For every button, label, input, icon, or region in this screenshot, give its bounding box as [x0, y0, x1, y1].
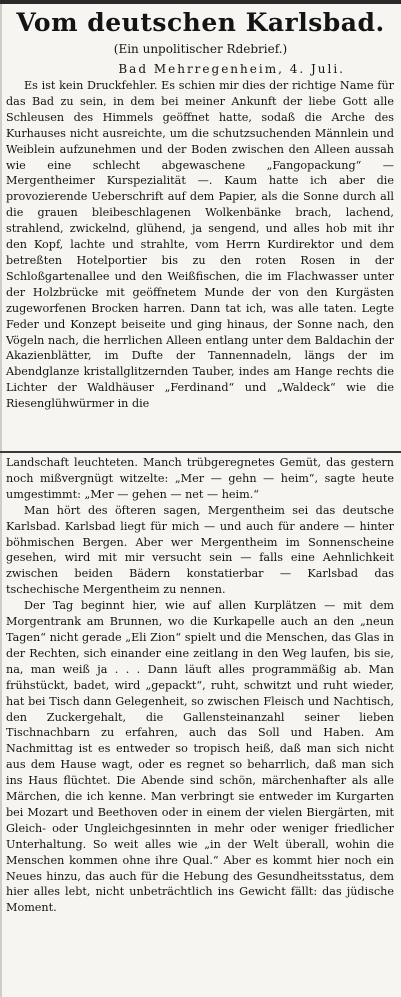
column-border [0, 4, 2, 997]
article-body-upper [6, 78, 394, 412]
paragraph: Es ist kein Druckfehler. Es schien mir dies der richtige Name für das Bad zu sein, in dem bei meiner Ankunft der liebe Gott alle Schleusen des Himmels geöffnet hatte, sodaß die Arche des Kurhauses nicht ausreichte, um die schutzsuchenden Männlein und Weiblein aufzunehmen und der Boden zwischen den Alleen aussah wie eine schlecht abgewaschene „Fangopackung“ — Mergentheimer Kurspezialität —. Kaum hatte ich aber die provozierende Ueberschrift auf dem Papier, als die Sonne durch all die grauen bleibeschlagenen Wolkenbänke brach, lachend, strahlend, zwickelnd, glühend, ja sengend, und alles hob mit ihr den Kopf, lachte und strahlte, vom Herrn Kurdirektor und dem betreßten Hotelportier bis zu den roten Rosen in der Schloßgartenallee und den Weißfischen, die im Flachwasser unter der Holzbrücke mit geöffnetem Munde der von den Kurgästen zugeworfenen Brocken harren. Dann tat ich, was alle taten. Legte Feder und Konzept beiseite und ging hinaus, der Sonne nach, den Vögeln nach, die herrlichen Alleen entlang unter dem Baldachin der Akazienblätter, im Dufte der Tannennadeln, längs der im Abendglanze kristallglitzernden Tauber, indes am Hange rechts die Lichter der Waldhäuser „Ferdinand“ und „Waldeck“ wie die Riesenglühwürmer in die [6, 79, 394, 411]
article-subtitle: (Ein unpolitischer Rdebrief.) [113, 42, 288, 56]
article-title: Vom deutschen Karlsbad. [16, 8, 385, 37]
paragraph: Man hört des öfteren sagen, Mergentheim sei das deutsche Karlsbad. Karlsbad liegt für mich — und auch für andere — hinter böhmischen Bergen. Aber wer Mergentheim im Sonnenscheine gesehen, wird mit mir versucht sein — falls eine Aehnlichkeit zwischen beiden Bädern konstatierbar — Karlsbad das tschechische Mergentheim zu nennen. [6, 503, 394, 597]
paragraph: Landschaft leuchteten. Manch trübgeregnetes Gemüt, das gestern noch mißvergnügt witzelte: „Mer — gehn — heim“, sagte heute umgestimmt: „Mer — gehen — net — heim.“ [6, 456, 394, 501]
article-body-lower [6, 455, 394, 916]
top-rule [0, 0, 401, 4]
article-dateline: Bad Mehrregenheim, 4. Juli. [118, 62, 345, 76]
paragraph: Der Tag beginnt hier, wie auf allen Kurplätzen — mit dem Morgentrank am Brunnen, wo die Kurkapelle auch an den „neun Tagen“ nicht gerade „Eli Zion“ spielt und die Menschen, das Glas in der Rechten, sich einander eine zeitlang in den Weg laufen, bis sie, na, man weiß ja . . . Dann läuft alles programmäßig ab. Man frühstückt, badet, wird „gepackt“, ruht, schwitzt und ruht wieder, hat bei Tisch dann Gelegenheit, so zwischen Fleisch und Nachtisch, den Zuckergehalt, die Gallensteinanzahl seiner lieben Tischnachbarn zu erfahren, auch das Soll und Haben. Am Nachmittag ist es entweder so tropisch heiß, daß man sich nicht aus dem Hause wagt, oder es regnet so beharrlich, daß man sich ins Haus flüchtet. Die Abende sind schön, märchenhafter als alle Märchen, die ich kenne. Man verbringt sie entweder im Kurgarten bei Mozart und Beethoven oder in einem der vielen Biergärten, mit Gleich- oder Ungleichgesinnten in mehr oder weniger friedlicher Unterhaltung. So weit alles wie „in der Welt überall, wohin die Menschen kommen ohne ihre Qual.“ Aber es kommt hier noch ein Neues hinzu, das auch für die Hebung des Gesundheitsstatus, dem hier alles lebt, nicht unbeträchtlich ins Gewicht fällt: das jüdische Moment. [6, 599, 394, 915]
column-divider [0, 451, 401, 453]
